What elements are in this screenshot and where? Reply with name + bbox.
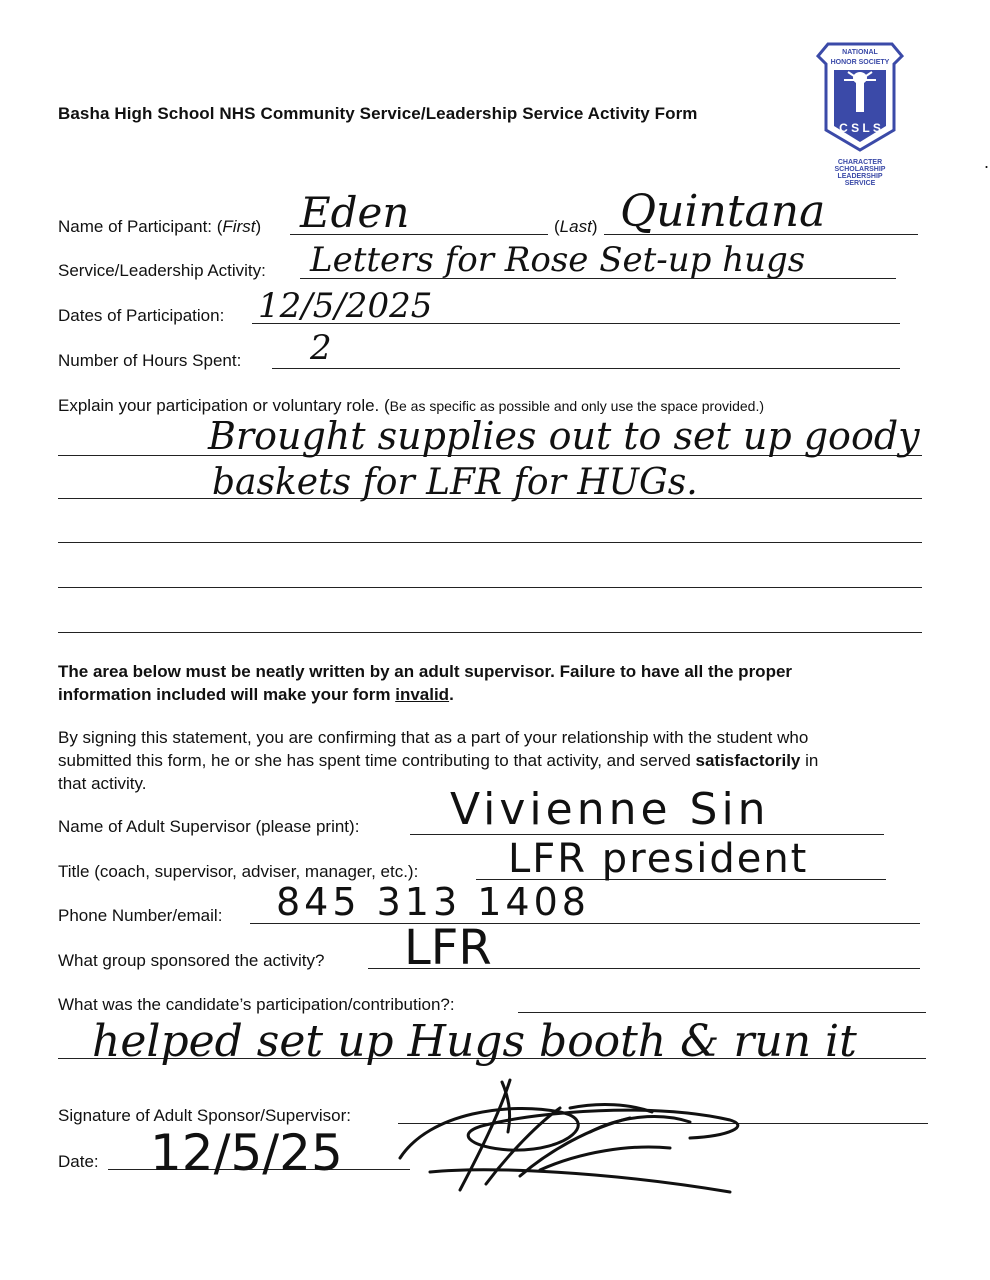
date-value[interactable]: 12/5/25 [150, 1124, 343, 1182]
svg-text:C S L S: C S L S [839, 121, 881, 135]
explain-line-3 [58, 542, 922, 543]
explain-line-4 [58, 587, 922, 588]
contribution-line-1 [518, 1012, 926, 1013]
explain-text-line-2[interactable]: baskets for LFR for HUGs. [212, 462, 698, 503]
confirmation-statement: By signing this statement, you are confirming that as a part of your relationship with the student who submitted this form, he or she has spent time contributing to that activity, and served satisfactorily in that activity. [58, 728, 819, 793]
explain-label: Explain your participation or voluntary role. (Be as specific as possible and only use the space provided.) [58, 396, 765, 415]
sponsor-group-label: What group sponsored the activity? [58, 951, 325, 970]
signature-label: Signature of Adult Sponsor/Supervisor: [58, 1106, 351, 1125]
contribution-label: What was the candidate’s participation/contribution?: [58, 995, 455, 1014]
activity-label: Service/Leadership Activity: [58, 261, 266, 280]
dates-value[interactable]: 12/5/2025 [258, 286, 433, 326]
contact-value[interactable]: 845 313 1408 [276, 880, 590, 924]
form-title: Basha High School NHS Community Service/Leadership Service Activity Form [58, 104, 698, 123]
first-name-value[interactable]: Eden [300, 188, 410, 237]
sponsor-group-value[interactable]: LFR [404, 920, 492, 976]
supervisor-name-value[interactable]: Vivienne Sin [450, 784, 770, 835]
contribution-value[interactable]: helped set up Hugs booth & run it [92, 1016, 857, 1067]
last-name-value[interactable]: Quintana [620, 186, 826, 237]
hours-line [272, 368, 900, 369]
nhs-logo-icon [814, 40, 906, 190]
hours-value[interactable]: 2 [310, 328, 332, 368]
svg-text:CHARACTER: CHARACTER [837, 159, 883, 166]
explain-text-line-1[interactable]: Brought supplies out to set up goody [208, 414, 920, 458]
supervisor-title-value[interactable]: LFR president [508, 836, 809, 882]
supervisor-signature[interactable] [390, 1072, 770, 1202]
supervisor-title-label: Title (coach, supervisor, adviser, manager, etc.): [58, 862, 419, 881]
svg-text:NATIONAL: NATIONAL [842, 49, 878, 56]
svg-text:SERVICE: SERVICE [844, 180, 876, 187]
supervisor-notice: The area below must be neatly written by an adult supervisor. Failure to have all the proper information included will make your form invalid. [58, 662, 793, 704]
activity-value[interactable]: Letters for Rose Set-up hugs [310, 240, 806, 280]
hours-label: Number of Hours Spent: [58, 351, 242, 370]
dates-label: Dates of Participation: [58, 306, 225, 325]
stray-mark: . [984, 152, 990, 172]
svg-text:HONOR SOCIETY: HONOR SOCIETY [830, 59, 890, 66]
svg-text:SCHOLARSHIP: SCHOLARSHIP [834, 166, 886, 173]
contact-label: Phone Number/email: [58, 906, 223, 925]
last-name-label: (Last) [554, 217, 598, 236]
svg-text:LEADERSHIP: LEADERSHIP [837, 173, 883, 180]
date-label: Date: [58, 1152, 99, 1171]
explain-line-5 [58, 632, 922, 633]
supervisor-name-label: Name of Adult Supervisor (please print): [58, 817, 360, 836]
participant-name-label: Name of Participant: (First) [58, 217, 262, 236]
